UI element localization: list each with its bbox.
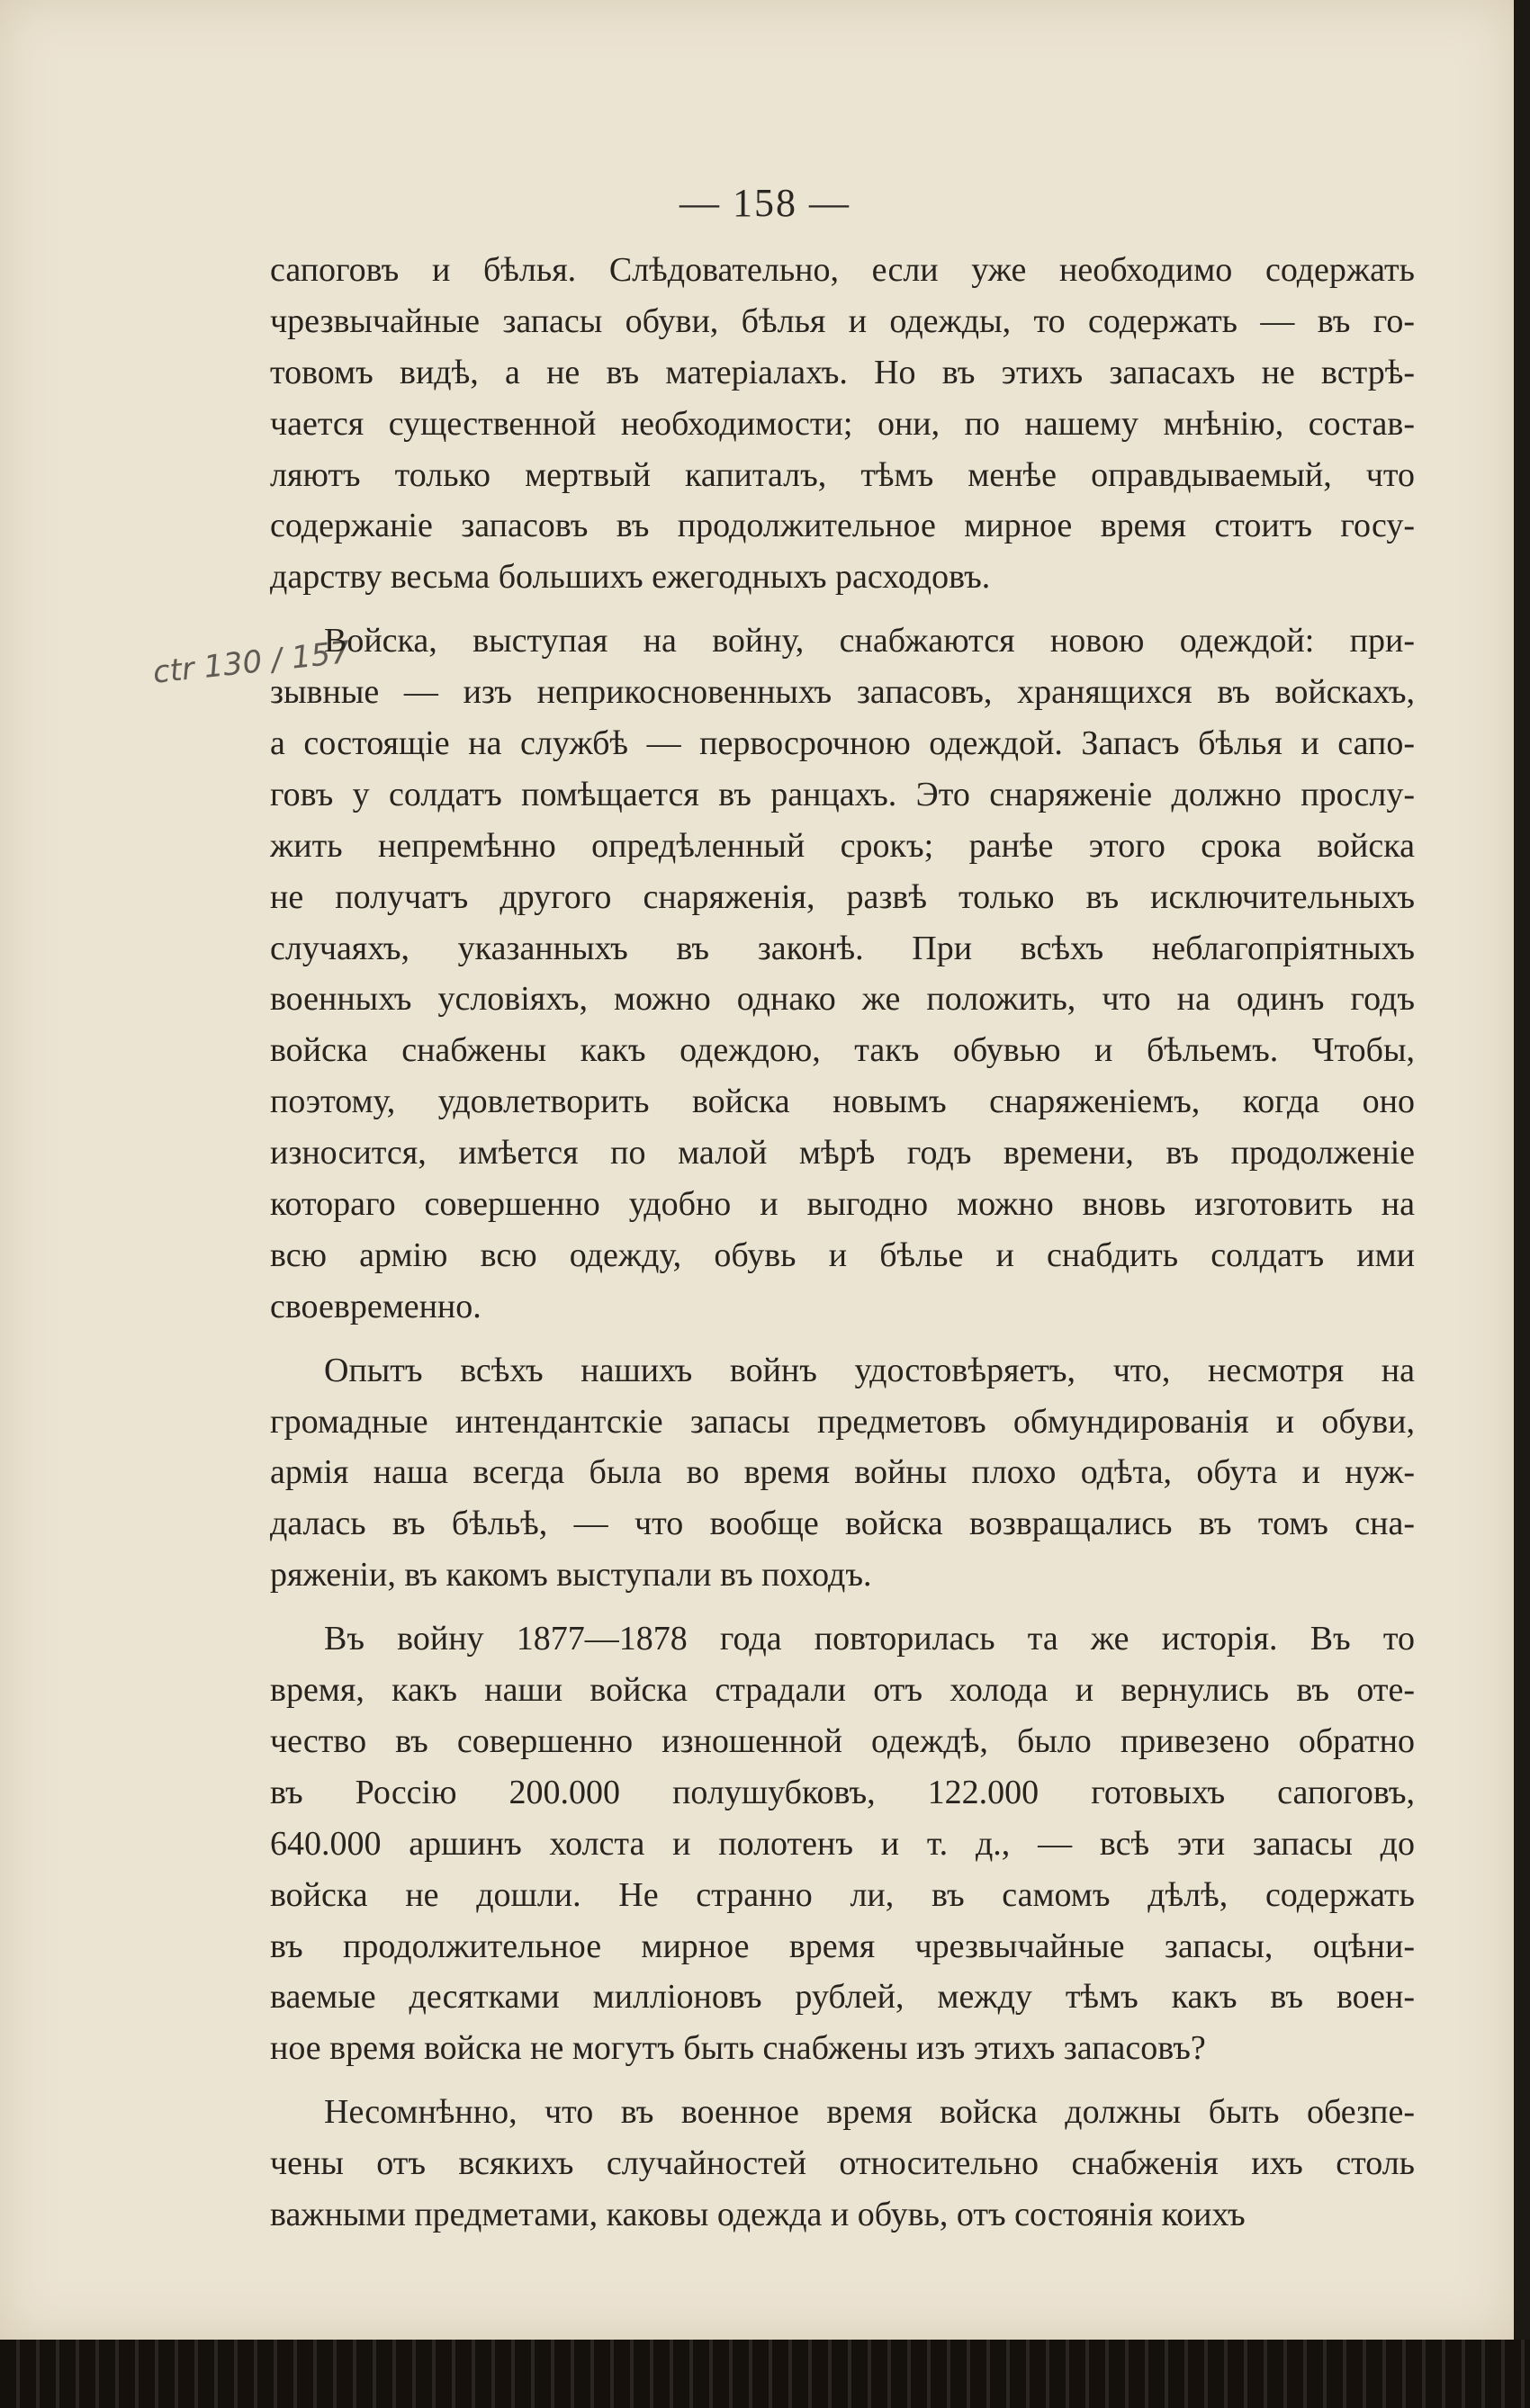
text-line: своевременно. [270,1287,482,1325]
text-line: износится, имѣется по малой мѣрѣ годъ времени, въ продолженіе [270,1134,1415,1173]
page-number: — 158 — [680,181,850,225]
text-line: случаяхъ, указанныхъ въ законѣ. При всѣхъ неблагопріятныхъ [270,929,1415,967]
text-line: ляютъ только мертвый капиталъ, тѣмъ менѣе оправдываемый, что [270,455,1415,494]
text-line: войска снабжены какъ одеждою, такъ обувью и бѣльемъ. Чтобы, [270,1031,1415,1070]
paragraph [270,2087,1415,2241]
scan-edge-bottom [0,2340,1530,2408]
text-line: чены отъ всякихъ случайностей относительно снабженія ихъ столь [270,2144,1415,2183]
text-line: котораго совершенно удобно и выгодно можно вновь изготовить на [270,1185,1415,1224]
text-line: Несомнѣнно, что въ военное время войска должны быть обезпе- [324,2093,1415,2132]
body-text [270,245,1415,2241]
text-line: жить непремѣнно опредѣленный срокъ; ранѣе этого срока войска [270,826,1415,865]
text-line: въ Россію 200.000 полушубковъ, 122.000 готовыхъ сапоговъ, [270,1773,1415,1811]
text-line: поэтому, удовлетворить войска новымъ снаряженіемъ, когда оно [270,1083,1415,1121]
text-line: ное время войска не могутъ быть снабжены изъ этихъ запасовъ? [270,2029,1206,2068]
text-line: зывные — изъ неприкосновенныхъ запасовъ, хранящихся въ войскахъ, [270,673,1415,712]
text-line: всю армію всю одежду, обувь и бѣлье и снабдить солдатъ ими [270,1235,1415,1274]
scan-edge-right [1514,0,1530,2340]
text-line: войска не дошли. Не странно ли, въ самомъ дѣлѣ, содержать [270,1875,1415,1914]
text-line: содержаніе запасовъ въ продолжительное мирное время стоитъ госу- [270,507,1415,545]
text-line: Въ войну 1877—1878 года повторилась та же исторія. Въ то [324,1620,1415,1658]
text-line: а состоящіе на службѣ — первосрочною одеждой. Запасъ бѣлья и сапо- [270,724,1415,763]
text-line: армія наша всегда была во время войны плохо одѣта, обута и нуж- [270,1453,1415,1492]
text-line: Опытъ всѣхъ нашихъ войнъ удостовѣряетъ, что, несмотря на [324,1351,1415,1389]
text-line: ваемые десятками милліоновъ рублей, между тѣмъ какъ въ воен- [270,1978,1415,2017]
paragraph-gap [270,1601,1415,1613]
text-line: громадные интендантскіе запасы предметовъ обмундированія и обуви, [270,1402,1415,1441]
text-line: далась въ бѣльѣ, — что вообще войска возвращались въ томъ сна- [270,1505,1415,1543]
text-line: въ продолжительное мирное время чрезвычайные запасы, оцѣни- [270,1927,1415,1965]
paragraph [270,1345,1415,1601]
paragraph-gap [270,2074,1415,2087]
text-line: важными предметами, каковы одежда и обувь, отъ состоянія коихъ [270,2195,1246,2233]
paragraph-gap [270,603,1415,615]
paragraph [270,245,1415,603]
text-line: не получатъ другого снаряженія, развѣ только въ исключительныхъ [270,877,1415,916]
text-line: дарству весьма большихъ ежегодныхъ расходовъ. [270,558,991,597]
paragraph [270,615,1415,1332]
text-line: чрезвычайные запасы обуви, бѣлья и одежды, то содержать — въ го- [270,301,1415,340]
text-line: время, какъ наши войска страдали отъ холода и вернулись въ оте- [270,1671,1415,1710]
text-line: говъ у солдатъ помѣщается въ ранцахъ. Это снаряженіе должно прослу- [270,775,1415,813]
paragraph-gap [270,1333,1415,1345]
text-line: чается существенной необходимости; они, по нашему мнѣнію, состав- [270,404,1415,443]
text-line: товомъ видѣ, а не въ матеріалахъ. Но въ этихъ запасахъ не встрѣ- [270,353,1415,391]
text-line: 640.000 аршинъ холста и полотенъ и т. д., — всѣ эти запасы до [270,1824,1415,1863]
text-line: чество въ совершенно изношенной одеждѣ, было привезено обратно [270,1721,1415,1760]
text-line: ряженіи, въ какомъ выступали въ походъ. [270,1556,872,1595]
text-line: военныхъ условіяхъ, можно однако же положить, что на одинъ годъ [270,980,1415,1019]
text-line: Войска, выступая на войну, снабжаются новою одеждой: при- [324,622,1415,660]
text-line: сапоговъ и бѣлья. Слѣдовательно, если уже необходимо содержать [270,251,1415,289]
paragraph [270,1613,1415,2074]
margin-note-text: ctr 130 / 157 [151,634,352,691]
